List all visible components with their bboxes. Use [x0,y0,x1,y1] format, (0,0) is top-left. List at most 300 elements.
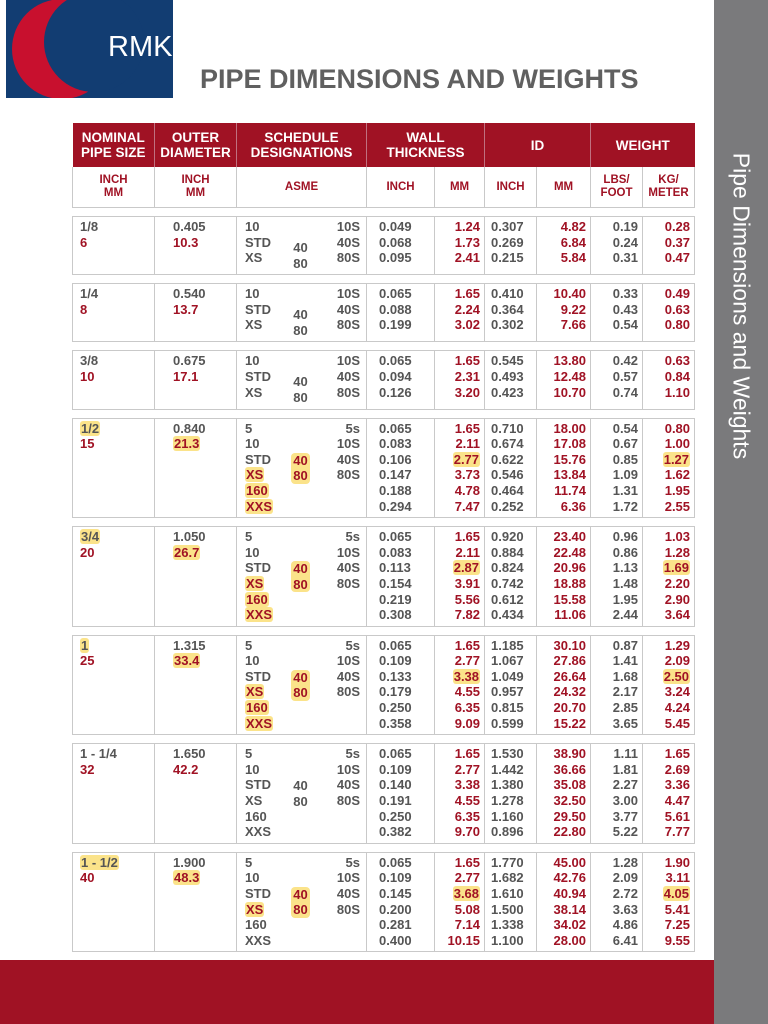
wall-thickness-mm: 7.14 [454,917,481,933]
weight-lbs-foot: 1.09 [612,467,639,483]
weight-kg-meter: 1.29 [664,637,691,653]
inner-diameter-mm: 27.86 [553,653,587,669]
schedule-number: 40 [293,561,308,577]
weight-kg-meter: 4.24 [664,700,691,716]
nominal-inch: 3/8 [80,353,99,369]
outer-diameter-inch: 0.840 [173,420,206,436]
schedule-name: 10 [245,286,260,302]
schedule-name: STD [245,668,271,684]
weight-lbs-foot-cell [591,217,643,275]
wall-thickness-inch: 0.065 [379,746,412,762]
weight-kg-meter [643,669,690,685]
wall-thickness-mm-cell [435,217,485,275]
weight-kg-meter-cell [643,418,695,518]
highlight-mark: 2.50 [663,668,690,684]
stainless-schedule: 10S [336,286,361,302]
schedule-number: 40 [293,240,308,255]
outer-diameter-inch: 0.540 [173,286,206,302]
wall-thickness-inch: 0.219 [379,591,412,607]
nominal-size-cell [73,852,155,952]
wall-thickness-mm: 2.77 [454,870,481,886]
nominal-mm: 8 [80,301,88,317]
weight-kg-meter: 2.90 [664,591,691,607]
inner-diameter-mm-cell [537,527,591,627]
wall-thickness-inch: 0.147 [379,467,412,483]
inner-diameter-mm: 12.48 [553,368,587,384]
stainless-schedules-cell [320,351,367,409]
stainless-schedules-cell [320,418,367,518]
weight-lbs-foot: 0.54 [612,317,639,333]
schedule-number: 80 [293,576,308,592]
outer-diameter-mm [173,545,236,561]
outer-diameter-inch: 0.405 [173,219,206,234]
inner-diameter-mm-cell [537,284,591,342]
wall-thickness-mm [435,452,480,468]
schedule-name: STD [245,368,271,384]
inner-diameter-inch-cell [485,744,537,844]
highlight-mark: 3/4 [81,529,100,545]
inner-diameter-mm: 29.50 [553,808,587,824]
stainless-schedule: 80S [336,467,361,483]
inner-diameter-mm: 42.76 [553,870,587,886]
stainless-schedule: 40S [336,777,361,793]
wall-thickness-mm: 7.47 [454,498,481,514]
schedule-name: STD [245,451,271,467]
wall-thickness-inch: 0.109 [379,761,412,777]
schedule-numbers-cell [282,284,320,342]
inner-diameter-mm: 32.50 [553,793,587,809]
schedule-name: 5 [245,529,253,545]
schedule-name: XXS [245,932,272,948]
weight-lbs-foot-cell [591,852,643,952]
schedule-name [245,902,282,918]
footer-bar [0,960,714,1024]
header-wall-thickness [367,123,485,167]
wall-thickness-mm: 2.11 [455,436,481,452]
wall-thickness-mm-cell [435,635,485,735]
schedule-numbers-cell [282,635,320,735]
outer-diameter-cell [155,418,237,518]
schedule-name: 10 [245,870,260,886]
weight-lbs-foot: 0.42 [612,353,639,369]
schedule-number: 80 [293,468,308,484]
header-weight-label: WEIGHT [615,137,670,153]
nominal-mm: 32 [80,761,95,777]
nominal-size-cell [73,284,155,342]
stainless-schedule: 10S [336,870,361,886]
weight-kg-meter: 0.63 [664,353,691,369]
weight-lbs-foot: 0.86 [612,544,639,560]
inner-diameter-inch: 1.067 [491,653,524,669]
schedule-name [245,607,282,623]
inner-diameter-mm-cell [537,635,591,735]
wall-thickness-inch: 0.382 [379,824,412,840]
wall-thickness-mm: 5.08 [454,901,481,917]
inner-diameter-mm: 15.22 [553,715,587,731]
wall-thickness-inch-cell [367,217,435,275]
nominal-inch [80,638,154,654]
subheader-id-mm: MM [537,167,591,208]
highlight-mark: XS [246,575,264,591]
schedule-name: 160 [245,917,267,933]
inner-diameter-inch-cell [485,418,537,518]
inner-diameter-mm: 30.10 [553,637,587,653]
schedule-number: 80 [293,685,308,701]
highlight-mark: 160 [246,700,268,716]
schedule-number-stack [293,217,307,271]
schedule-names-cell [237,852,282,952]
stainless-schedule: 40S [336,560,361,576]
inner-diameter-inch: 1.338 [491,917,524,933]
schedule-number: 80 [293,389,308,405]
wall-thickness-inch: 0.065 [379,353,412,369]
schedule-number: 80 [293,255,308,271]
wall-thickness-inch: 0.250 [379,808,412,824]
wall-thickness-mm-cell [435,527,485,627]
inner-diameter-inch: 0.622 [491,451,524,467]
schedule-number-stack [291,670,309,701]
inner-diameter-mm: 6.36 [560,498,587,514]
nominal-inch [80,855,154,871]
schedule-name [245,592,282,608]
highlight-mark: XXS [246,715,273,731]
header-nominal-label: NOMINAL PIPE SIZE [80,130,146,160]
wall-thickness-mm: 5.56 [454,591,481,607]
wall-thickness-mm: 1.65 [454,854,481,870]
wall-thickness-mm: 10.15 [447,932,481,948]
wall-thickness-inch: 0.200 [379,901,412,917]
weight-lbs-foot-cell [591,284,643,342]
wall-thickness-inch: 0.281 [379,917,412,933]
wall-thickness-inch: 0.109 [379,653,412,669]
weight-lbs-foot-cell [591,351,643,409]
stainless-schedules-cell [320,527,367,627]
stainless-schedule: 10S [336,219,361,234]
wall-thickness-inch: 0.191 [379,793,412,809]
wall-thickness-inch: 0.199 [379,317,412,333]
schedule-name: XS [245,250,263,266]
stainless-schedule: 10S [336,436,361,452]
page-title: PIPE DIMENSIONS AND WEIGHTS [200,64,639,94]
stainless-schedules-cell [320,284,367,342]
inner-diameter-inch: 0.269 [491,234,524,250]
nominal-mm: 10 [80,368,95,384]
wall-thickness-mm: 2.11 [455,544,481,560]
schedule-number: 40 [293,669,308,685]
nominal-inch: 1 - 1/4 [80,746,117,762]
group-spacer [73,518,695,527]
wall-thickness-mm: 4.78 [454,482,481,498]
inner-diameter-mm: 22.48 [553,544,587,560]
inner-diameter-inch: 0.307 [491,219,524,234]
weight-lbs-foot: 3.77 [612,808,639,824]
schedule-number-stack [291,887,309,918]
stainless-schedule: 80S [336,793,361,809]
highlight-mark: 2.87 [453,560,480,576]
schedule-number: 40 [293,886,308,902]
inner-diameter-inch: 0.302 [491,317,524,333]
wall-thickness-inch: 0.188 [379,482,412,498]
wall-thickness-inch: 0.065 [379,286,412,302]
wall-thickness-mm [435,669,480,685]
inner-diameter-mm-cell [537,418,591,518]
header-schedule-label: SCHEDULE DESIGNATIONS [250,130,353,160]
schedule-name: 10 [245,761,260,777]
schedule-name: XS [245,793,263,809]
stainless-schedules-cell [320,635,367,735]
inner-diameter-inch: 0.742 [491,575,524,591]
schedule-numbers-cell [282,744,320,844]
weight-kg-meter-cell [643,744,695,844]
schedule-names-cell [237,418,282,518]
wall-thickness-inch: 0.094 [379,368,412,384]
inner-diameter-mm: 18.88 [553,575,587,591]
subheader-lbs-foot: LBS/ FOOT [591,167,643,208]
inner-diameter-mm: 34.02 [553,917,587,933]
schedule-name: 5 [245,746,253,762]
weight-lbs-foot: 2.72 [612,886,639,901]
wall-thickness-inch: 0.133 [379,668,412,684]
outer-diameter-cell [155,284,237,342]
wall-thickness-mm: 2.77 [454,761,481,777]
schedule-name: XS [245,384,263,400]
weight-kg-meter-cell [643,351,695,409]
inner-diameter-mm: 4.82 [560,219,587,234]
schedule-name: STD [245,301,271,317]
wall-thickness-mm-cell [435,744,485,844]
wall-thickness-mm: 2.24 [454,301,481,317]
inner-diameter-inch: 1.442 [491,761,524,777]
inner-diameter-inch: 1.278 [491,793,524,809]
wall-thickness-inch: 0.126 [379,384,412,400]
nominal-size-cell [73,635,155,735]
inner-diameter-mm-cell [537,217,591,275]
weight-kg-meter: 1.65 [664,746,691,762]
wall-thickness-inch-cell [367,284,435,342]
highlight-mark: 1 [81,637,89,653]
weight-kg-meter: 0.49 [664,286,691,302]
inner-diameter-mm-cell [537,744,591,844]
schedule-number-stack [293,744,307,809]
schedule-name [245,467,282,483]
weight-kg-meter: 3.64 [664,607,691,623]
stainless-schedule: 80S [336,575,361,591]
inner-diameter-inch: 1.100 [491,932,524,948]
wall-thickness-mm-cell [435,284,485,342]
inner-diameter-mm: 26.64 [553,668,587,684]
weight-lbs-foot: 2.17 [612,684,639,700]
wall-thickness-mm [435,886,480,902]
inner-diameter-mm: 38.90 [553,746,587,762]
weight-kg-meter: 1.03 [664,529,691,545]
wall-thickness-mm: 4.55 [454,793,481,809]
schedule-name: 10 [245,653,260,669]
wall-thickness-mm: 6.35 [454,808,481,824]
schedule-number-stack [293,284,307,338]
nominal-inch [80,529,154,545]
stainless-schedule: 40S [336,368,361,384]
schedule-name [245,576,282,592]
weight-kg-meter: 1.90 [664,854,691,870]
header-nominal-pipe-size [73,123,155,167]
stainless-schedule: 80S [336,684,361,700]
wall-thickness-inch-cell [367,527,435,627]
highlight-mark: XS [246,467,264,483]
wall-thickness-mm: 1.65 [454,353,481,369]
inner-diameter-inch: 1.049 [491,668,524,684]
weight-kg-meter: 0.28 [664,219,691,234]
wall-thickness-inch: 0.065 [379,637,412,653]
inner-diameter-mm: 10.70 [553,384,587,400]
subheader-nominal-units: INCH MM [73,167,155,208]
wall-thickness-mm [435,560,480,576]
inner-diameter-inch: 0.215 [491,250,524,266]
weight-lbs-foot: 0.87 [612,637,639,653]
wall-thickness-mm: 1.65 [454,637,481,653]
outer-diameter-mm: 17.1 [173,368,199,384]
schedule-name: 5 [245,637,253,653]
weight-kg-meter: 2.20 [664,575,691,591]
wall-thickness-mm: 1.73 [454,234,481,250]
highlight-mark: 3.68 [453,886,480,901]
group-spacer [73,342,695,351]
schedule-name: 5 [245,420,253,436]
weight-lbs-foot-cell [591,635,643,735]
weight-kg-meter: 0.63 [664,301,691,317]
schedule-names-cell [237,284,282,342]
wall-thickness-inch: 0.358 [379,715,412,731]
inner-diameter-mm: 35.08 [553,777,587,793]
outer-diameter-mm: 13.7 [173,301,199,317]
schedule-number: 40 [293,452,308,468]
pipe-size-group [73,284,695,342]
weight-kg-meter: 5.41 [664,901,691,917]
weight-lbs-foot: 6.41 [612,932,639,948]
schedule-name [245,700,282,716]
outer-diameter-mm [173,653,236,669]
schedule-name: 10 [245,436,260,452]
weight-lbs-foot: 0.57 [612,368,639,384]
weight-lbs-foot: 0.31 [612,250,639,266]
wall-thickness-mm: 3.20 [454,384,481,400]
wall-thickness-mm: 2.77 [454,653,481,669]
nominal-size-cell [73,351,155,409]
wall-thickness-inch: 0.145 [379,886,412,901]
inner-diameter-mm: 15.58 [553,591,587,607]
pipe-size-group [73,744,695,844]
weight-kg-meter: 0.80 [664,317,691,333]
wall-thickness-inch: 0.294 [379,498,412,514]
highlight-mark: 4.05 [663,886,690,901]
inner-diameter-mm: 20.96 [553,560,587,576]
wall-thickness-inch: 0.400 [379,932,412,948]
weight-lbs-foot: 1.68 [612,668,639,684]
schedule-name: 5 [245,854,253,870]
weight-lbs-foot: 5.22 [612,824,639,840]
highlight-mark: 1 - 1/2 [81,854,118,870]
wall-thickness-mm: 1.24 [454,219,481,234]
inner-diameter-inch-cell [485,284,537,342]
inner-diameter-inch: 1.500 [491,901,524,917]
inner-diameter-inch: 0.674 [491,436,524,452]
weight-lbs-foot: 2.85 [612,700,639,716]
schedule-name: 10 [245,353,260,369]
weight-kg-meter-cell [643,527,695,627]
outer-diameter-cell [155,852,237,952]
company-logo [6,0,173,98]
schedule-name: 10 [245,219,260,234]
schedule-name: STD [245,560,271,576]
pipe-size-group [73,852,695,952]
pipe-dimensions-table [72,123,695,952]
schedule-name: STD [245,234,271,250]
schedule-names-cell [237,217,282,275]
weight-kg-meter: 0.37 [664,234,691,250]
subheader-asme: ASME [237,167,367,208]
weight-lbs-foot-cell [591,744,643,844]
wall-thickness-inch-cell [367,635,435,735]
nominal-size-cell [73,527,155,627]
wall-thickness-mm: 2.31 [454,368,481,384]
inner-diameter-inch: 0.252 [491,498,524,514]
highlight-mark: XXS [246,498,273,514]
schedule-number: 40 [293,778,308,794]
inner-diameter-inch: 0.545 [491,353,524,369]
header-weight [591,123,695,167]
wall-thickness-inch: 0.095 [379,250,412,266]
schedule-name: 160 [245,808,267,824]
weight-lbs-foot: 3.63 [612,901,639,917]
wall-thickness-inch: 0.083 [379,436,412,452]
weight-lbs-foot: 1.95 [612,591,639,607]
subheader-outer-units: INCH MM [155,167,237,208]
wall-thickness-inch: 0.068 [379,234,412,250]
outer-diameter-cell [155,635,237,735]
highlight-mark: 160 [246,591,268,607]
pipe-size-group [73,351,695,409]
wall-thickness-mm: 3.38 [454,777,481,793]
wall-thickness-mm: 1.65 [454,420,481,436]
schedule-name: 10 [245,544,260,560]
wall-thickness-mm: 7.82 [454,607,481,623]
stainless-schedule: 5s [345,420,361,436]
nominal-inch: 1/8 [80,219,99,234]
highlight-mark: 48.3 [174,870,200,886]
wall-thickness-mm: 2.41 [454,250,481,266]
inner-diameter-mm: 36.66 [553,761,587,777]
inner-diameter-inch: 1.682 [491,870,524,886]
schedule-numbers-cell [282,351,320,409]
wall-thickness-inch-cell [367,744,435,844]
inner-diameter-inch: 0.546 [491,467,524,483]
weight-kg-meter-cell [643,284,695,342]
wall-thickness-inch: 0.088 [379,301,412,317]
wall-thickness-mm: 1.65 [454,286,481,302]
outer-diameter-inch: 1.650 [173,746,206,762]
inner-diameter-inch: 0.710 [491,420,524,436]
wall-thickness-inch-cell [367,351,435,409]
weight-lbs-foot: 1.13 [612,560,639,576]
weight-kg-meter: 3.24 [664,684,691,700]
inner-diameter-mm: 5.84 [560,250,587,266]
weight-kg-meter: 7.77 [664,824,691,840]
weight-lbs-foot: 0.67 [612,436,639,452]
wall-thickness-mm-cell [435,852,485,952]
inner-diameter-inch: 0.423 [491,384,524,400]
highlight-mark: 1.69 [663,560,690,576]
wall-thickness-inch: 0.106 [379,451,412,467]
wall-thickness-inch-cell [367,852,435,952]
